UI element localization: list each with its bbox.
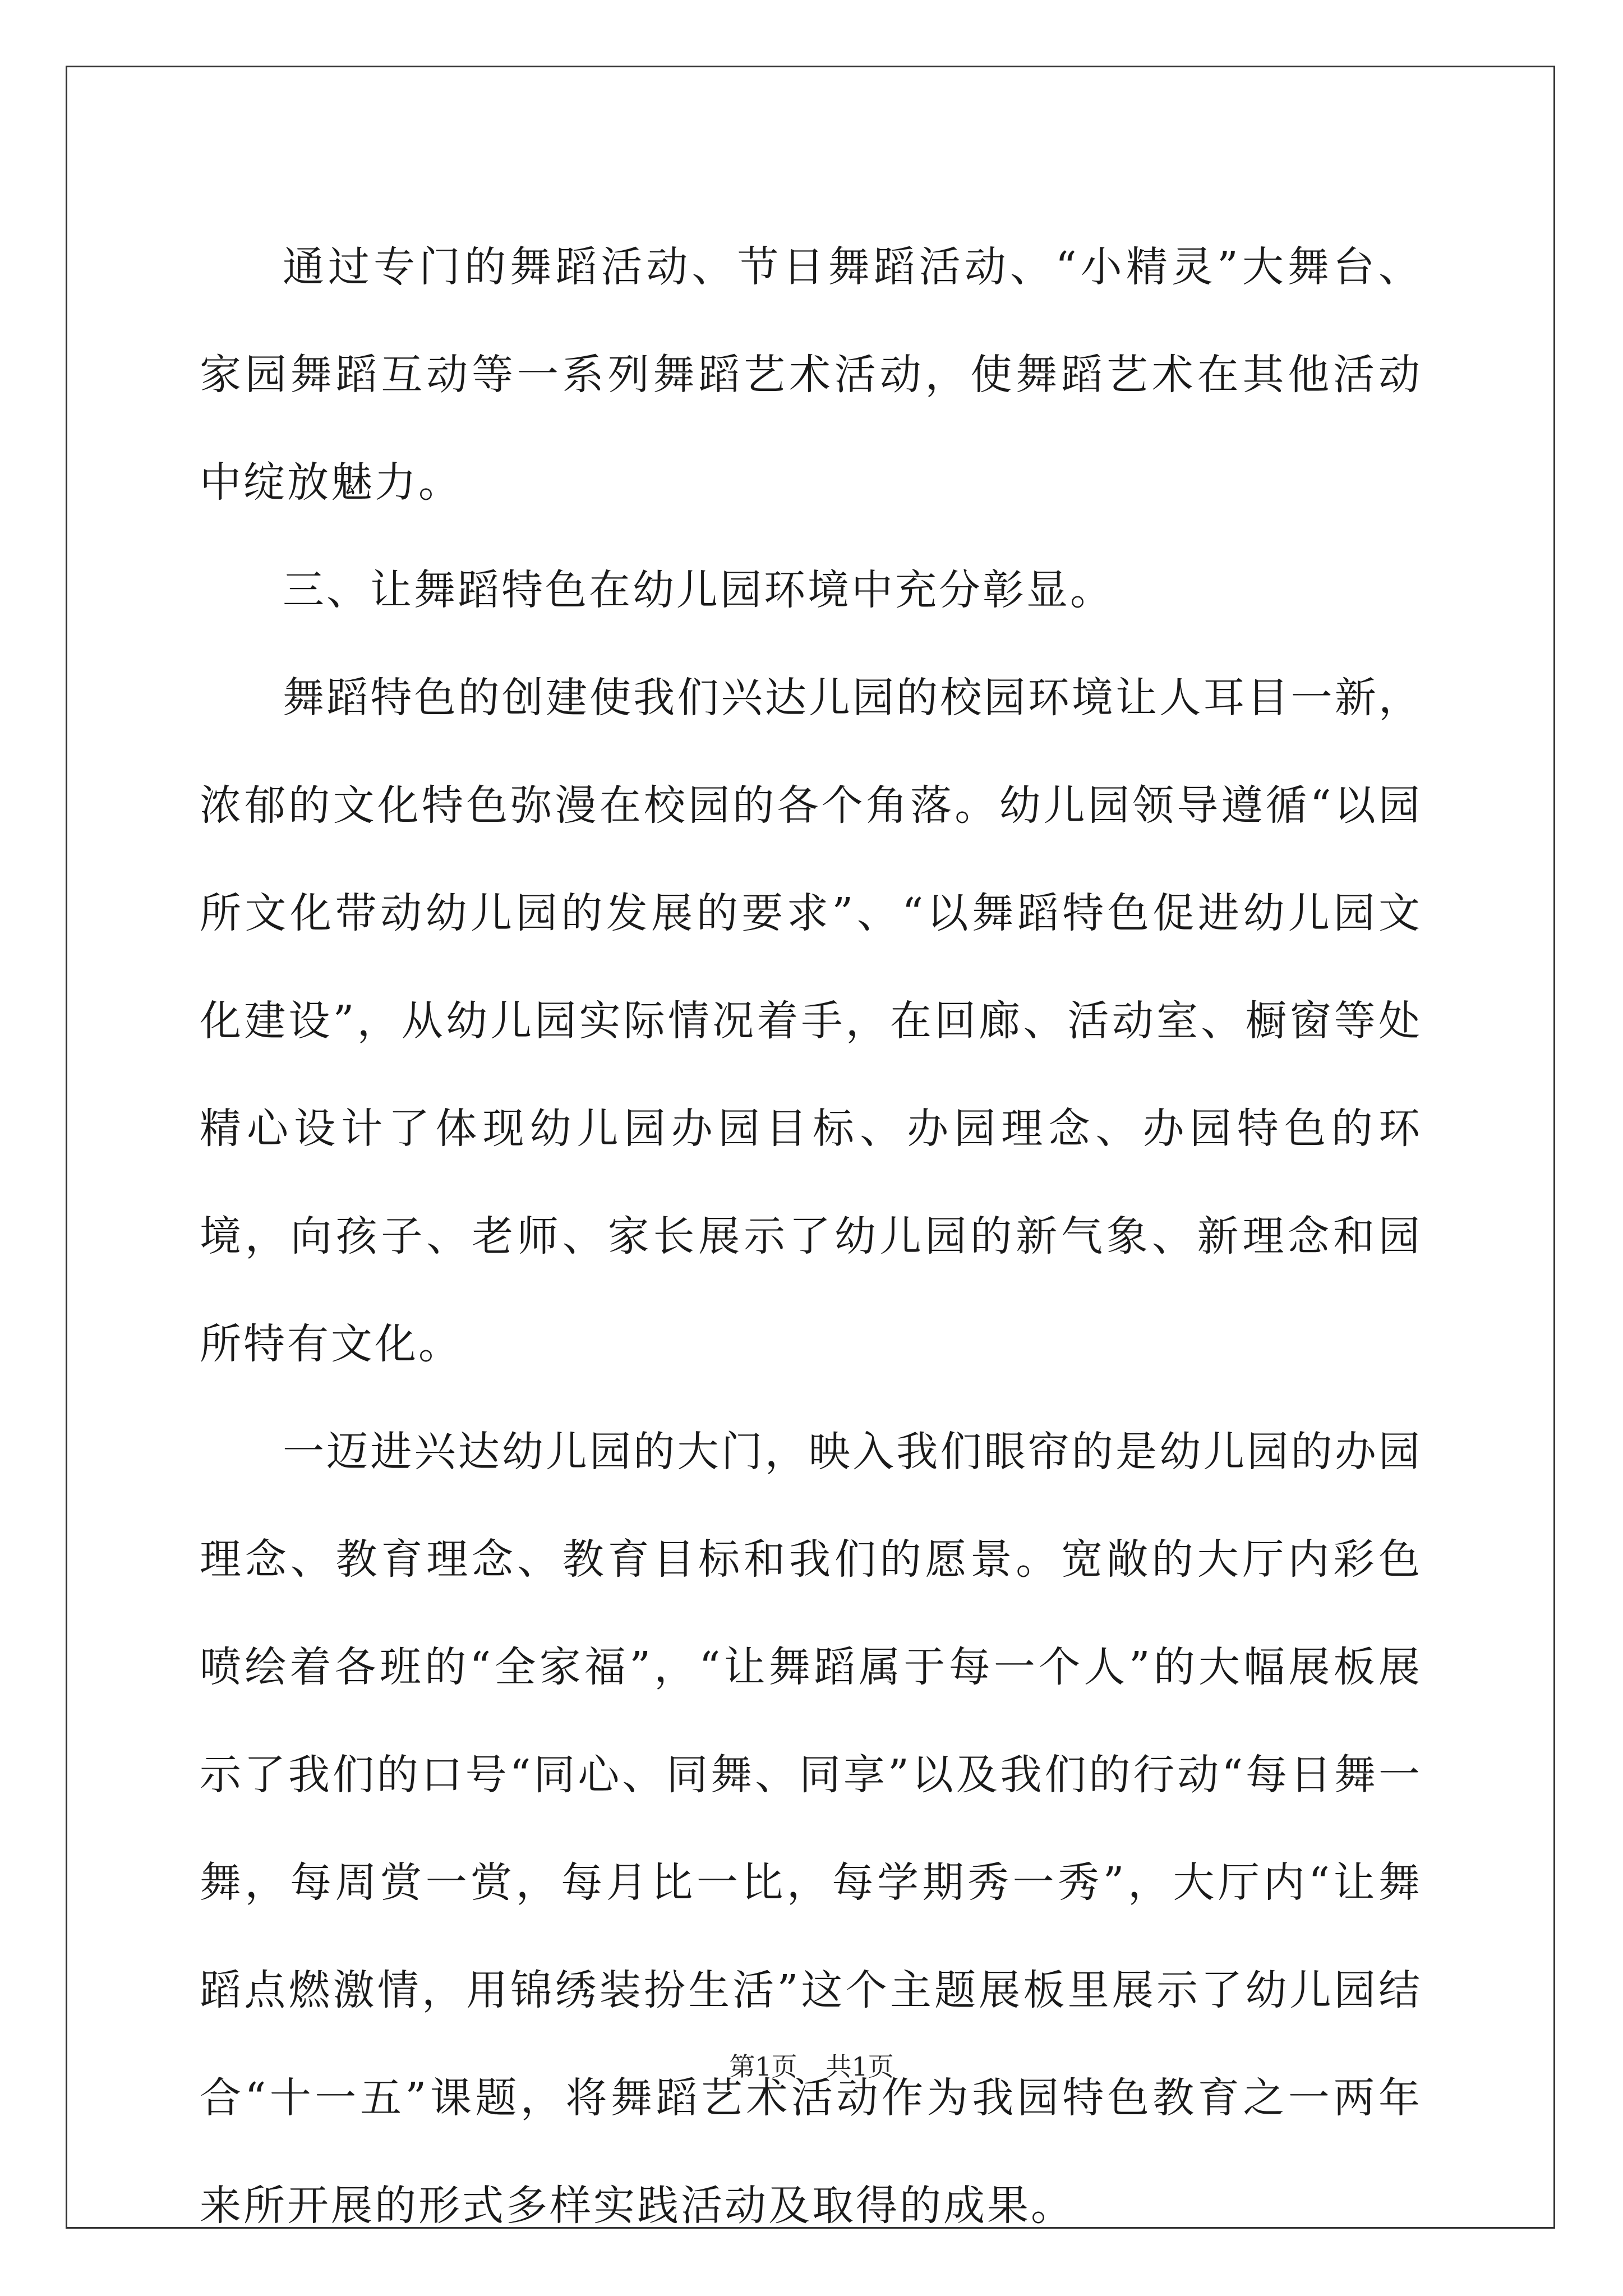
page-footer	[0, 2046, 1623, 2083]
paragraph-activities: 通过专门的舞蹈活动、节日舞蹈活动、“小精灵”大舞台、家园舞蹈互动等一系列舞蹈艺术活动，使舞蹈艺术在其他活动中绽放魅力。	[200, 243, 1422, 507]
page-number: 第1页	[729, 2051, 797, 2082]
paragraph-environment: 舞蹈特色的创建使我们兴达儿园的校园环境让人耳目一新，浓郁的文化特色弥漫在校园的各个角落。幼儿园领导遵循“以园所文化带动幼儿园的发展的要求”、“以舞蹈特色促进幼儿园文化建设”，从幼儿园实际情况着手，在回廊、活动室、橱窗等处精心设计了体现幼儿园办园目标、办园理念、办园特色的环境，向孩子、老师、家长展示了幼儿园的新气象、新理念和园所特有文化。	[200, 674, 1422, 1368]
section-heading: 三、让舞蹈特色在幼儿园环境中充分彰显。	[283, 566, 1114, 614]
paragraph-entrance: 一迈进兴达幼儿园的大门，映入我们眼帘的是幼儿园的办园理念、教育理念、教育目标和我们的愿景。宽敞的大厅内彩色喷绘着各班的“全家福”，“让舞蹈属于每一个人”的大幅展板展示了我们的口号“同心、同舞、同享”以及我们的行动“每日舞一舞，每周赏一赏，每月比一比，每学期秀一秀”，大厅内“让舞蹈点燃激情，用锦绣装扮生活”这个主题展板里展示了幼儿园结合“十一五”课题，将舞蹈艺术活动作为我园特色教育之一两年来所开展的形式多样实践活动及取得的成果。	[200, 1428, 1422, 2230]
page-total: 共1页	[826, 2051, 894, 2082]
document-body	[200, 213, 1422, 2260]
